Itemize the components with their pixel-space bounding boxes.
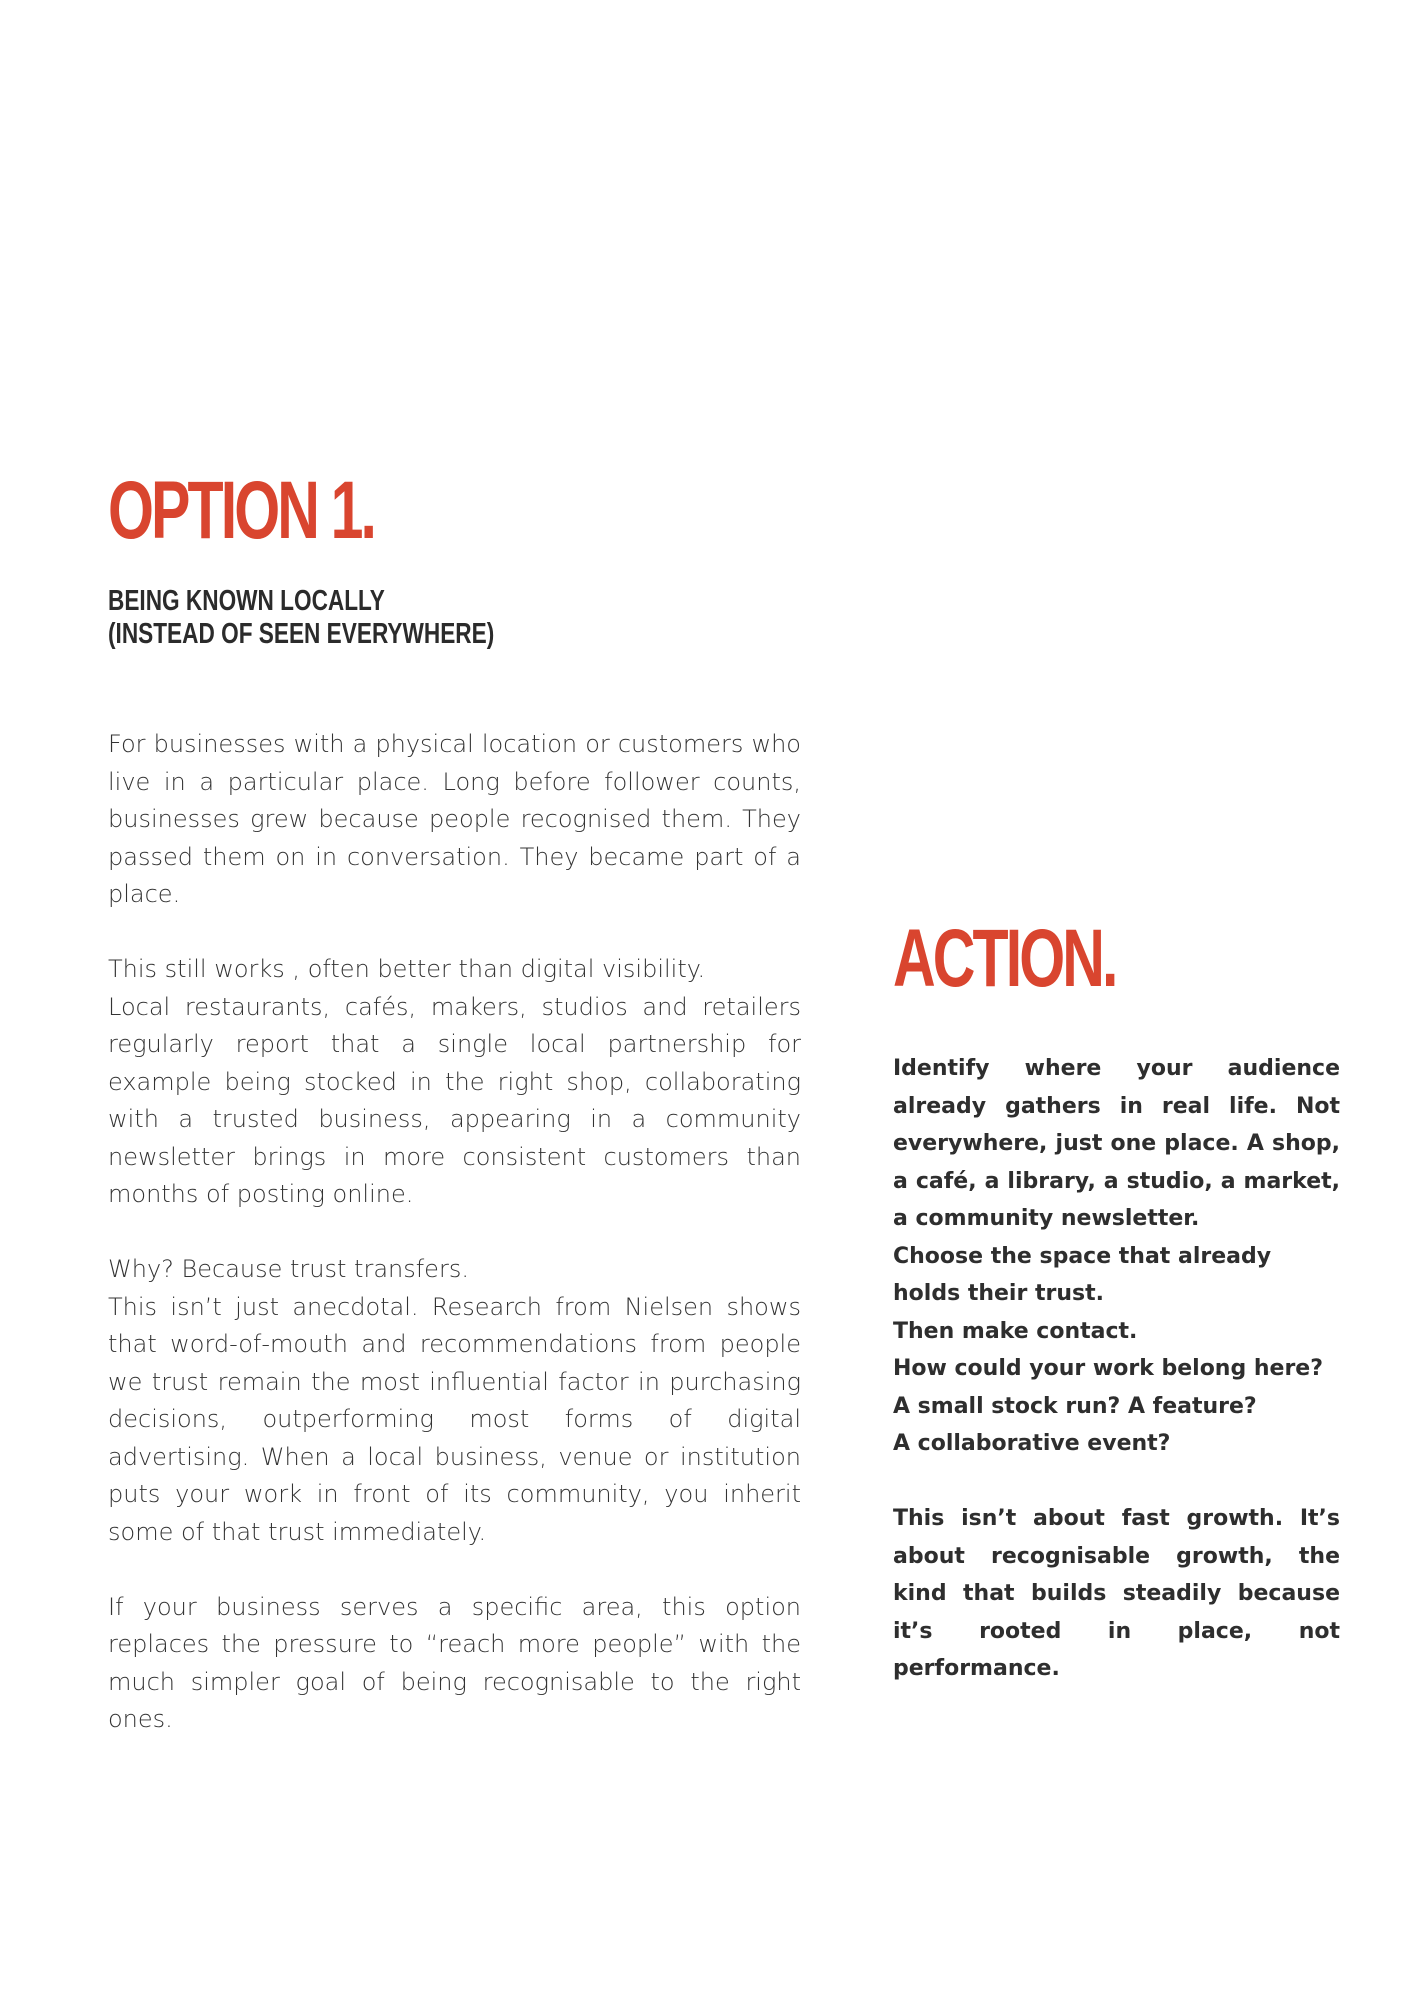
action-paragraph-identify: Identify where your audience already gathers in real life. Not everywhere, just one place. A shop, a café, a library, a studio, a market, a community newsletter. <box>893 1056 1340 1231</box>
subtitle-line-1: BEING KNOWN LOCALLY <box>108 585 385 617</box>
subtitle-line-2: (INSTEAD OF SEEN EVERYWHERE) <box>108 618 495 650</box>
body-paragraph-still-works: This still works , often better than digital visibility. <box>108 955 706 983</box>
action-text-column <box>893 1050 1340 1688</box>
body-paragraph-local-partnerships: Local restaurants, cafés, makers, studios and retailers regularly report that a single local partnership for example being stocked in the right shop, collaborating with a trusted business, appearing in a community newsletter brings in more consistent customers than months of posting online. <box>108 992 801 1208</box>
action-paragraph-choose: Choose the space that already holds their trust. <box>893 1243 1272 1306</box>
action-paragraph-stock-run: A small stock run? A feature? <box>893 1393 1257 1419</box>
body-paragraph-why: Why? Because trust transfers. <box>108 1255 469 1283</box>
option-title: OPTION 1. <box>108 465 375 556</box>
body-paragraph-research: This isn’t just anecdotal. Research from Nielsen shows that word-of-mouth and recommendations from people we trust remain the most influential factor in purchasing decisions, outperforming most forms of digital advertising. When a local business, venue or institution puts your work in front of its community, you inherit some of that trust immediately. <box>108 1292 801 1546</box>
body-paragraph-intro: For businesses with a physical location or customers who live in a particular place. Long before follower counts, businesses grew because people recognised them. They passed them on in conversation. They became part of a place. <box>108 730 801 908</box>
action-paragraph-contact: Then make contact. <box>893 1318 1138 1344</box>
action-paragraph-growth: This isn’t about fast growth. It’s about recognisable growth, the kind that builds steadily because it’s rooted in place, not performance. <box>893 1506 1340 1681</box>
action-paragraph-event: A collaborative event? <box>893 1431 1171 1456</box>
action-title: ACTION. <box>893 913 1116 1004</box>
option-subtitle <box>108 585 494 651</box>
action-paragraph-belong: How could your work belong here? <box>893 1356 1323 1381</box>
body-text-column <box>108 726 801 1739</box>
body-paragraph-conclusion: If your business serves a specific area, this option replaces the pressure to “reach more people” with the much simpler goal of being recognisable to the right ones. <box>108 1592 801 1733</box>
